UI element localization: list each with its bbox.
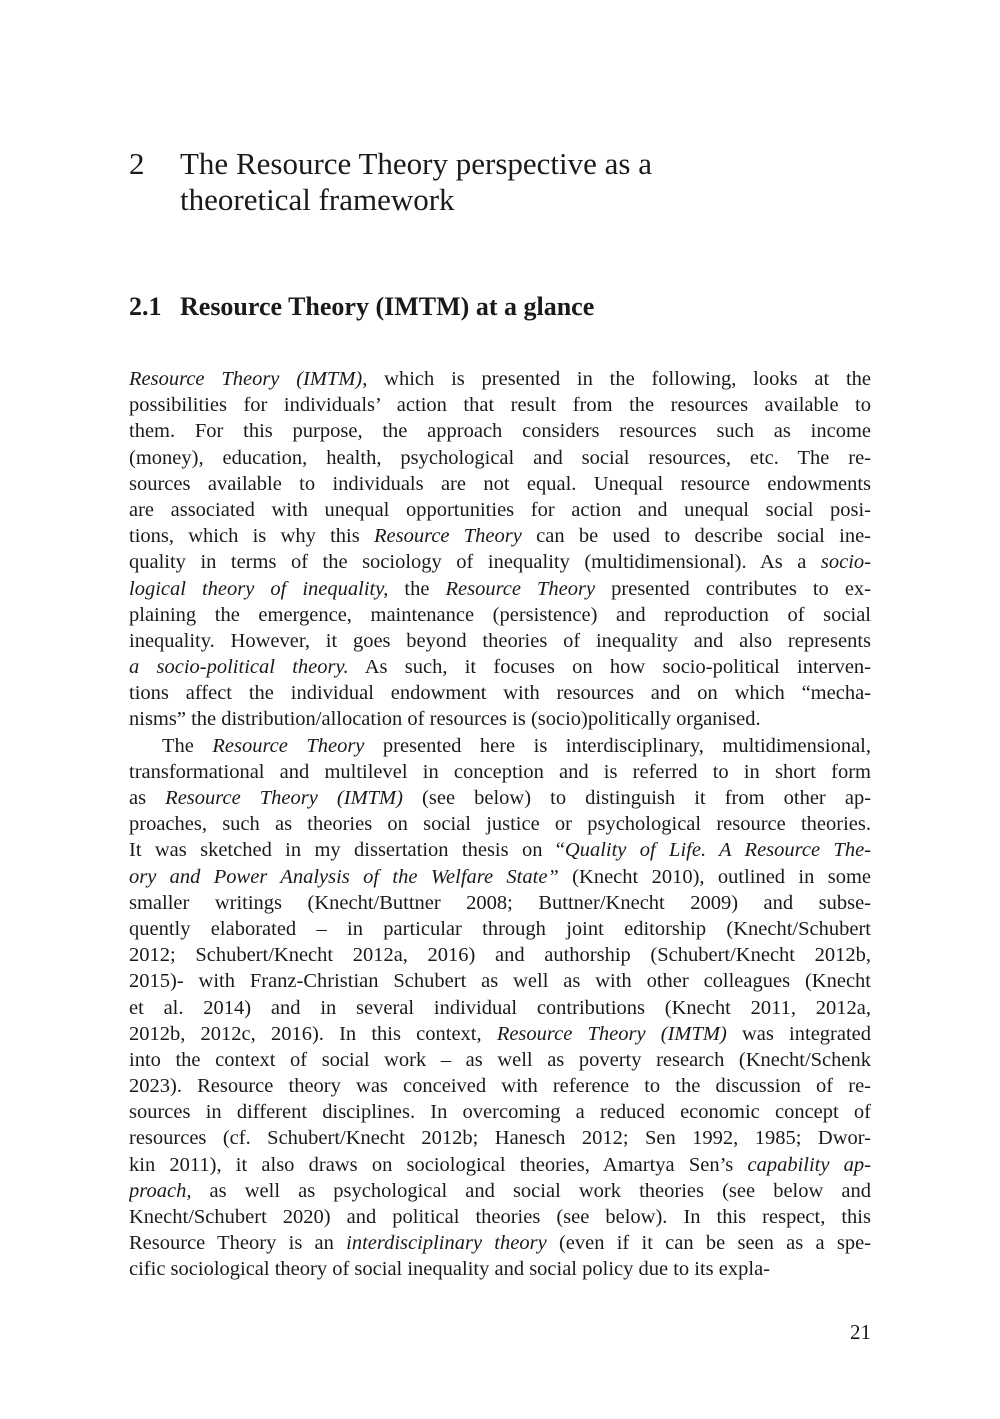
text-line — [129, 759, 871, 785]
text-line — [129, 1099, 871, 1125]
italic-text: Quality of Life. A Resource The- — [564, 839, 871, 862]
text-line — [129, 706, 871, 732]
text-line — [129, 654, 871, 680]
italic-text: ory and Power Analysis of the Welfare State” — [129, 865, 559, 888]
text-run: nisms” the distribution/allocation of resources is (socio)politically organised. — [129, 708, 761, 731]
text-line — [129, 1047, 871, 1073]
text-line — [129, 418, 871, 444]
text-line — [129, 811, 871, 837]
text-line — [129, 916, 871, 942]
text-line — [129, 497, 871, 523]
paragraph — [129, 366, 871, 733]
text-run: smaller writings (Knecht/Buttner 2008; Buttner/Knecht 2009) and subse- — [129, 891, 871, 914]
text-line — [129, 471, 871, 497]
text-line — [129, 602, 871, 628]
italic-text: Resource Theory (IMTM) — [165, 787, 403, 809]
text-run: sources in different disciplines. In overcoming a reduced economic concept of — [129, 1101, 871, 1124]
text-line — [129, 576, 871, 602]
section-title: Resource Theory (IMTM) at a glance — [180, 292, 595, 321]
text-run: sources available to individuals are not equal. Unequal resource endowments — [129, 472, 871, 495]
text-run: transformational and multilevel in conception and is referred to in short form — [129, 760, 871, 783]
text-line — [129, 628, 871, 654]
text-line — [129, 995, 871, 1021]
text-line — [129, 523, 871, 549]
text-line — [129, 1021, 871, 1047]
text-run: are associated with unequal opportunities for action and unequal social posi- — [129, 498, 871, 521]
text-run: quality in terms of the sociology of inequality (multidimensional). As a — [129, 551, 821, 574]
text-run: quently elaborated – in particular through joint editorship (Knecht/Schubert — [129, 917, 871, 940]
text-line — [129, 445, 871, 471]
italic-text: Resource Theory (IMTM) — [496, 1022, 727, 1045]
text-run: , which is presented in the following, looks at the — [362, 368, 871, 390]
italic-text: Resource Theory — [445, 577, 596, 600]
text-run: plaining the emergence, maintenance (persistence) and reproduction of social — [129, 603, 871, 626]
text-run: them. For this purpose, the approach considers resources such as income — [129, 420, 871, 443]
text-run: As such, it focuses on how socio-political interven- — [348, 656, 871, 679]
text-line — [129, 1073, 871, 1099]
italic-text: logical theory of inequality, — [129, 577, 389, 600]
text-line — [129, 1125, 871, 1151]
text-run: presented contributes to ex- — [595, 577, 871, 600]
chapter-title-line-1: The Resource Theory perspective as a — [180, 146, 652, 181]
paragraph — [129, 733, 871, 1283]
text-line — [129, 1152, 871, 1178]
section-heading — [129, 290, 869, 324]
italic-text: interdisciplinary theory — [346, 1232, 547, 1255]
text-run: tions, which is why this — [129, 525, 374, 548]
text-run: The — [162, 734, 213, 757]
chapter-heading — [129, 146, 869, 218]
text-run: inequality. However, it goes beyond theories of inequality and also represents — [129, 629, 871, 652]
text-run: possibilities for individuals’ action that result from the resources available to — [129, 394, 871, 417]
text-line — [129, 549, 871, 575]
text-line — [129, 733, 871, 759]
text-run: (Knecht 2010), outlined in some — [558, 865, 871, 888]
text-run: kin 2011), it also draws on sociological theories, Amartya Sen’s — [129, 1153, 748, 1176]
chapter-title-line-2: theoretical framework — [180, 182, 455, 217]
italic-text: a socio-political theory. — [129, 656, 349, 679]
italic-text: proach, — [129, 1179, 192, 1202]
text-run: into the context of social work – as well as poverty research (Knecht/Schenk — [129, 1048, 871, 1071]
page-number: 21 — [850, 1320, 871, 1344]
text-run: as — [129, 787, 166, 809]
text-line — [129, 942, 871, 968]
text-line — [129, 1178, 871, 1204]
text-line — [129, 1256, 871, 1282]
text-line — [129, 1204, 871, 1230]
text-line — [129, 968, 871, 994]
text-run: Resource Theory is an — [129, 1232, 347, 1255]
section-number: 2.1 — [129, 292, 162, 321]
text-run: (see below) to distinguish it from other ap- — [402, 787, 871, 809]
text-run: (money), education, health, psychological and social resources, etc. The re- — [129, 446, 871, 469]
text-run: the — [388, 577, 446, 600]
text-run: Knecht/Schubert 2020) and political theories (see below). In this respect, this — [129, 1206, 871, 1228]
text-run: 2012; Schubert/Knecht 2012a, 2016) and authorship (Schubert/Knecht 2012b, — [129, 944, 871, 967]
text-run: 2023). Resource theory was conceived with reference to the discussion of re- — [129, 1075, 871, 1098]
text-run: (even if it can be seen as a spe- — [546, 1232, 871, 1255]
text-run: as well as psychological and social work theories (see below and — [191, 1179, 871, 1202]
text-run: cific sociological theory of social inequality and social policy due to its expla- — [129, 1258, 771, 1281]
text-line — [129, 366, 871, 392]
italic-text: Resource Theory — [212, 734, 365, 757]
italic-text: socio- — [820, 551, 871, 574]
text-line — [129, 1230, 871, 1256]
text-run: 2015)- with Franz-Christian Schubert as well as with other colleagues (Knecht — [129, 970, 871, 993]
text-line — [129, 890, 871, 916]
italic-text: Resource Theory (IMTM) — [129, 368, 363, 390]
text-line — [129, 864, 871, 890]
text-run: was integrated — [726, 1022, 871, 1045]
italic-text: Resource Theory — [374, 525, 522, 548]
text-run: It was sketched in my dissertation thesis on “ — [129, 839, 565, 862]
text-run: tions affect the individual endowment with resources and on which “mecha- — [129, 682, 871, 705]
text-run: 2012b, 2012c, 2016). In this context, — [129, 1022, 497, 1045]
text-run: et al. 2014) and in several individual contributions (Knecht 2011, 2012a, — [129, 996, 871, 1019]
text-line — [129, 785, 871, 811]
text-run: resources (cf. Schubert/Knecht 2012b; Hanesch 2012; Sen 1992, 1985; Dwor- — [129, 1127, 871, 1150]
text-run: presented here is interdisciplinary, multidimensional, — [364, 734, 871, 757]
body-text — [129, 366, 871, 1283]
italic-text: capability ap- — [747, 1153, 871, 1176]
text-line — [129, 392, 871, 418]
text-line — [129, 837, 871, 863]
text-run: can be used to describe social ine- — [521, 525, 871, 548]
chapter-number: 2 — [129, 146, 145, 181]
text-line — [129, 680, 871, 706]
text-run: proaches, such as theories on social justice or psychological resource theories. — [129, 813, 871, 836]
